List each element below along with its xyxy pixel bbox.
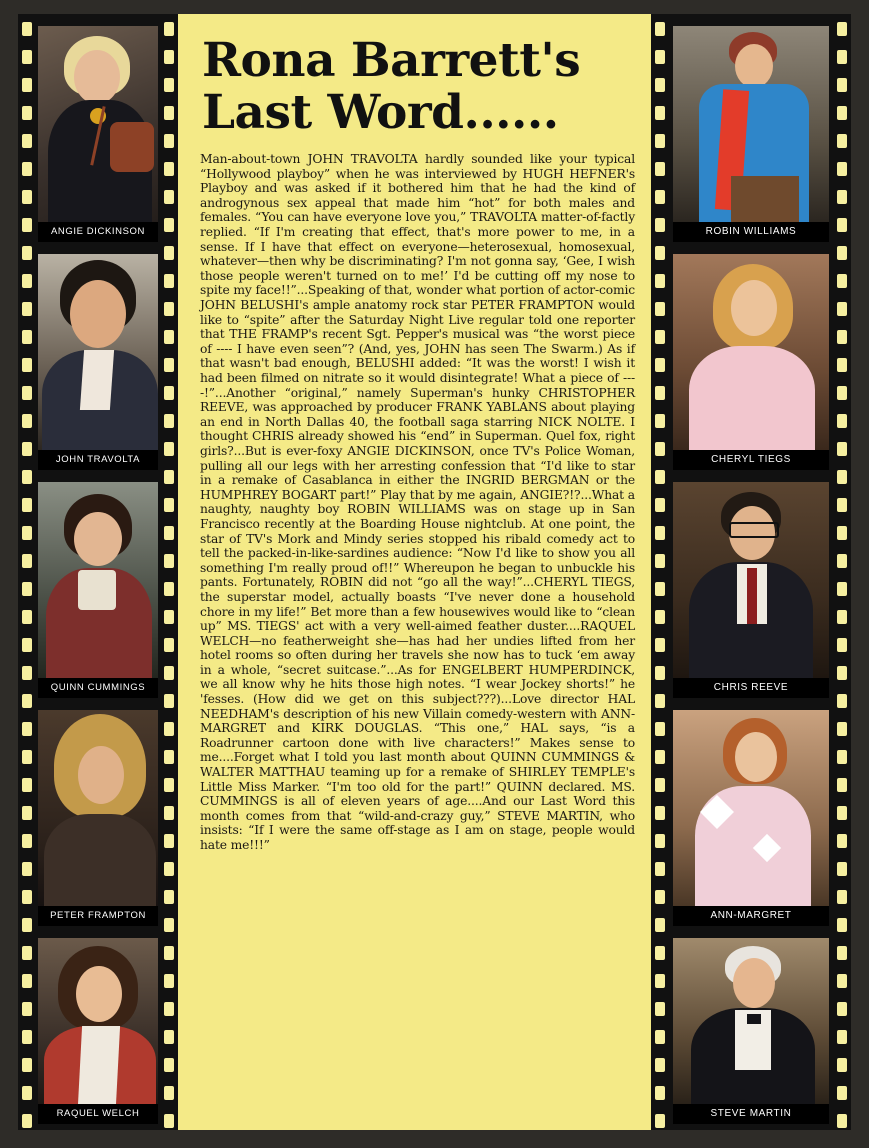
film-perforations-right-inner [653, 14, 667, 1130]
photo-peter-frampton [38, 710, 158, 906]
photo-caption: ANN-MARGRET [673, 906, 829, 926]
article-body: Man-about-town JOHN TRAVOLTA hardly sounded like your typical “Hollywood playboy” when he was interviewed by HUGH HEFNER's Playboy and was asked if it bothered him that he had the kind of androgynous sex appeal that made him “hot” for both males and females. “You can have everyone love you,” TRAVOLTA matter-of-factly replied. “If I'm creating that effect, that's more power to me, in a sense. If I have that effect on everyone—heterosexual, homosexual, whatever—then why be discriminating? I'm not gonna say, ‘Gee, I wish those people weren't turned on to me!’ I'd be cutting off my nose to spite my face!!”...Speaking of that, wonder what portion of actor-comic JOHN BELUSHI's ample anatomy rock star PETER FRAMPTON would like to “spite” after the Saturday Night Live regular told one reporter that THE FRAMP's recent Sgt. Pepper's musical was “the worst piece of ---- I have even seen”? (And, yes, JOHN has seen The Swarm.) As if that wasn't bad enough, BELUSHI added: “It was the worst! I wish it had been filmed on nitrate so it would disintegrate! What a piece of ----!”...Another “original,” namely Superman's hunky CHRISTOPHER REEVE, was approached by producer FRANK YABLANS about playing an end in North Dallas 40, the football saga starring NICK NOLTE. I thought CHRIS already showed his “end” in Superman. Quel fox, right girls?...But is ever-foxy ANGIE DICKINSON, once TV's Police Woman, pulling all our legs with her arresting confession that “I'd like to star in a remake of Casablanca in either the INGRID BERGMAN or the HUMPHREY BOGART part!” Play that by me again, ANGIE?!?...What a naughty, naughty boy ROBIN WILLIAMS was on stage up in San Francisco recently at the Boarding House nightclub. At one point, the star of TV's Mork and Mindy series stopped his ribald comedy act to tell the packed-in-like-sardines audience: “Now I'd like to show you all something I'm really proud of!!” Whereupon he began to unbuckle his pants. Fortunately, ROBIN did not “go all the way!”...CHERYL TIEGS, the superstar model, actually boasts “I've never done a household chore in my life!” Bet more than a few housewives would like to “clean up” MS. TIEGS' act with a very well-aimed feather duster....RAQUEL WELCH—no featherweight she—has had her undies lifted from her hotel rooms so often during her travels she now has to tuck ‘em away in a whole, “secret suitcase.”...As for ENGELBERT HUMPERDINCK, we all know why he hits those high notes. “I wear Jockey shorts!” he 'fesses. (How did we get on this subject???)...Love director HAL NEEDHAM's description of his new Villain comedy-western with ANN-MARGRET and KIRK DOUGLAS. “This one,” HAL says, “is a Roadrunner cartoon done with live characters!” Makes sense to me....Forget what I told you last month about QUINN CUMMINGS & WALTER MATTHAU teaming up for a remake of SHIRLEY TEMPLE's Little Miss Marker. “I'm too old for the part!” QUINN declared. MS. CUMMINGS is all of eleven years of age....And our Last Word this month comes from that “wild-and-crazy guy,” STEVE MARTIN, who insists: “If I were the same off-stage as I am on stage, people would hate me!!!” [200, 152, 635, 852]
photo-caption: ROBIN WILLIAMS [673, 222, 829, 242]
film-perforations-left-inner [162, 14, 176, 1130]
article-column [178, 14, 651, 1130]
photo-frame-robin-williams [673, 26, 829, 242]
photo-ann-margret [673, 710, 829, 906]
page-paper [18, 14, 851, 1130]
photo-john-travolta [38, 254, 158, 450]
page-title-line2: Last Word...... [202, 85, 559, 141]
photo-angie-dickinson [38, 26, 158, 222]
photo-caption: PETER FRAMPTON [38, 906, 158, 926]
photo-frame-angie-dickinson [38, 26, 158, 242]
right-filmstrip [651, 14, 851, 1130]
photo-steve-martin [673, 938, 829, 1104]
photo-frame-cheryl-tiegs [673, 254, 829, 470]
photo-raquel-welch [38, 938, 158, 1104]
page-title-line1: Rona Barrett's [202, 33, 581, 88]
photo-caption: JOHN TRAVOLTA [38, 450, 158, 470]
photo-frame-ann-margret [673, 710, 829, 926]
photo-caption: RAQUEL WELCH [38, 1104, 158, 1124]
photo-chris-reeve [673, 482, 829, 678]
photo-caption: CHERYL TIEGS [673, 450, 829, 470]
photo-quinn-cummings [38, 482, 158, 678]
photo-frame-steve-martin [673, 938, 829, 1124]
photo-frame-quinn-cummings [38, 482, 158, 698]
photo-frame-john-travolta [38, 254, 158, 470]
page-title [202, 33, 635, 141]
photo-cheryl-tiegs [673, 254, 829, 450]
film-perforations-right [835, 14, 849, 1130]
photo-caption: ANGIE DICKINSON [38, 222, 158, 242]
photo-caption: STEVE MARTIN [673, 1104, 829, 1124]
photo-frame-raquel-welch [38, 938, 158, 1124]
photo-caption: QUINN CUMMINGS [38, 678, 158, 698]
photo-frame-peter-frampton [38, 710, 158, 926]
left-filmstrip [18, 14, 178, 1130]
photo-robin-williams [673, 26, 829, 222]
photo-caption: CHRIS REEVE [673, 678, 829, 698]
film-perforations-left [20, 14, 34, 1130]
photo-frame-chris-reeve [673, 482, 829, 698]
